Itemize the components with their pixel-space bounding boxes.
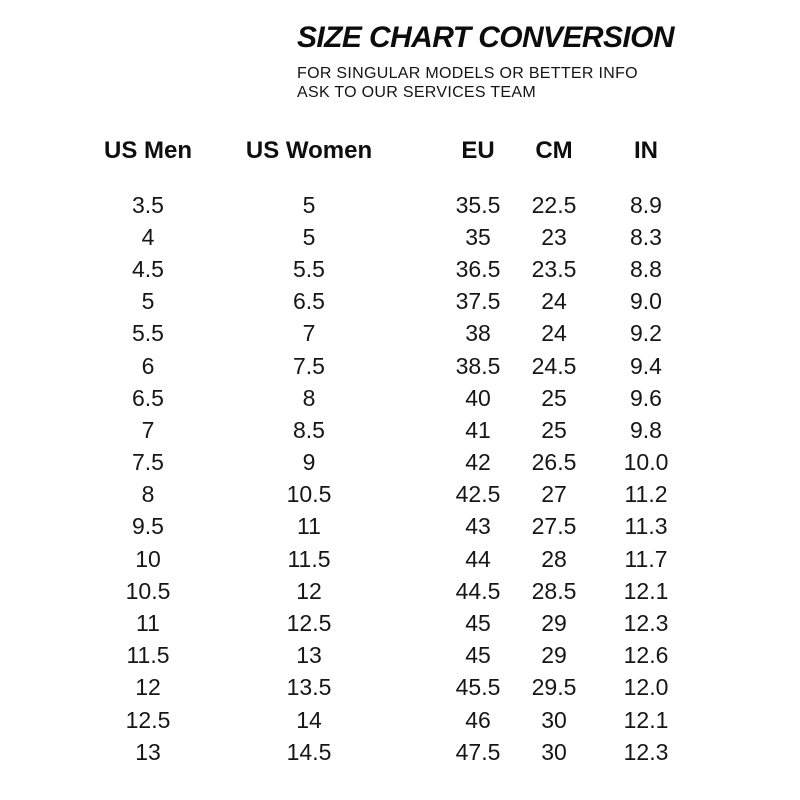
table-cell: 27 bbox=[541, 481, 567, 508]
table-cell: 9.6 bbox=[630, 384, 662, 411]
table-cell: 12 bbox=[296, 577, 322, 604]
table-cell: 38.5 bbox=[455, 352, 501, 379]
table-cell: 11.5 bbox=[287, 545, 331, 572]
table-cell: 9.2 bbox=[630, 320, 662, 347]
table-cell: 35.5 bbox=[455, 191, 501, 218]
table-cell: 45 bbox=[465, 610, 491, 637]
table-cell: 28 bbox=[541, 545, 567, 572]
size-conversion-table bbox=[88, 134, 714, 768]
table-cell: 12.0 bbox=[623, 674, 669, 701]
table-cell: 26.5 bbox=[531, 449, 577, 476]
table-cell: 11 bbox=[136, 610, 160, 637]
table-cell: 5 bbox=[141, 288, 155, 315]
table-cell: 40 bbox=[465, 384, 491, 411]
table-cell: 35 bbox=[465, 223, 491, 250]
table-cell: 6.5 bbox=[132, 384, 164, 411]
table-cell: 5.5 bbox=[293, 255, 325, 282]
table-cell: 12.5 bbox=[125, 706, 171, 733]
table-cell: 29.5 bbox=[531, 674, 577, 701]
table-cell: 11.2 bbox=[624, 481, 668, 508]
table-cell: 13 bbox=[296, 642, 322, 669]
column-header-us-women: US Women bbox=[245, 136, 373, 164]
table-cell: 25 bbox=[541, 384, 567, 411]
table-cell: 36.5 bbox=[455, 255, 501, 282]
table-cell: 12.3 bbox=[623, 738, 669, 765]
table-cell: 23 bbox=[541, 223, 567, 250]
table-cell: 29 bbox=[541, 642, 567, 669]
table-cell: 25 bbox=[541, 416, 567, 443]
table-cell: 24.5 bbox=[531, 352, 577, 379]
table-cell: 8.3 bbox=[630, 223, 662, 250]
table-cell: 13.5 bbox=[286, 674, 332, 701]
table-cell: 3.5 bbox=[132, 191, 164, 218]
column-header-us-men: US Men bbox=[103, 136, 192, 164]
table-cell: 42 bbox=[465, 449, 491, 476]
table-cell: 6 bbox=[141, 352, 155, 379]
table-cell: 12.5 bbox=[286, 610, 332, 637]
table-cell: 10.5 bbox=[125, 577, 171, 604]
table-cell: 7 bbox=[141, 416, 155, 443]
table-cell: 42.5 bbox=[455, 481, 501, 508]
table-cell: 7 bbox=[302, 320, 316, 347]
table-cell: 4.5 bbox=[132, 255, 164, 282]
table-cell: 43 bbox=[465, 513, 491, 540]
table-cell: 11.7 bbox=[624, 545, 668, 572]
table-cell: 11 bbox=[297, 513, 321, 540]
table-cell: 10 bbox=[135, 545, 161, 572]
table-cell: 38 bbox=[465, 320, 491, 347]
page-header bbox=[297, 20, 767, 102]
table-cell: 9.8 bbox=[630, 416, 662, 443]
subtitle-line-2: ASK TO OUR SERVICES TEAM bbox=[297, 84, 536, 101]
table-cell: 47.5 bbox=[455, 738, 501, 765]
table-cell: 23.5 bbox=[531, 255, 577, 282]
table-cell: 9.4 bbox=[630, 352, 662, 379]
column-header-cm: CM bbox=[535, 136, 573, 164]
table-cell: 45.5 bbox=[455, 674, 501, 701]
table-cell: 12.1 bbox=[623, 577, 669, 604]
table-cell: 24 bbox=[541, 288, 567, 315]
table-cell: 8.5 bbox=[293, 416, 325, 443]
table-cell: 11.3 bbox=[624, 513, 668, 540]
table-cell: 37.5 bbox=[455, 288, 501, 315]
table-cell: 9 bbox=[302, 449, 316, 476]
page-title: SIZE CHART CONVERSION bbox=[297, 21, 674, 54]
table-cell: 5 bbox=[302, 223, 316, 250]
table-cell: 10.5 bbox=[286, 481, 332, 508]
table-cell: 13 bbox=[135, 738, 161, 765]
table-cell: 11.5 bbox=[126, 642, 170, 669]
table-cell: 7.5 bbox=[132, 449, 164, 476]
table-cell: 28.5 bbox=[531, 577, 577, 604]
table-cell: 9.5 bbox=[132, 513, 164, 540]
table-cell: 29 bbox=[541, 610, 567, 637]
table-cell: 8.8 bbox=[630, 255, 662, 282]
table-cell: 30 bbox=[541, 738, 567, 765]
table-cell: 8.9 bbox=[630, 191, 662, 218]
table-cell: 12.6 bbox=[623, 642, 669, 669]
table-cell: 12.3 bbox=[623, 610, 669, 637]
column-header-eu: EU bbox=[461, 136, 495, 164]
column-header-in: IN bbox=[634, 136, 658, 164]
table-cell: 10.0 bbox=[623, 449, 669, 476]
table-cell: 5.5 bbox=[132, 320, 164, 347]
table-cell: 46 bbox=[465, 706, 491, 733]
table-cell: 30 bbox=[541, 706, 567, 733]
table-cell: 22.5 bbox=[531, 191, 577, 218]
table-cell: 5 bbox=[302, 191, 316, 218]
table-cell: 12.1 bbox=[623, 706, 669, 733]
table-cell: 6.5 bbox=[293, 288, 325, 315]
table-cell: 27.5 bbox=[531, 513, 577, 540]
table-cell: 7.5 bbox=[293, 352, 325, 379]
table-cell: 44.5 bbox=[455, 577, 501, 604]
table-cell: 41 bbox=[465, 416, 491, 443]
table-cell: 8 bbox=[302, 384, 316, 411]
table-cell: 45 bbox=[465, 642, 491, 669]
subtitle-line-1: FOR SINGULAR MODELS OR BETTER INFO bbox=[297, 65, 638, 82]
table-cell: 14 bbox=[296, 706, 322, 733]
table-cell: 12 bbox=[135, 674, 161, 701]
table-cell: 4 bbox=[141, 223, 155, 250]
table-cell: 9.0 bbox=[630, 288, 662, 315]
table-cell: 44 bbox=[465, 545, 491, 572]
table-cell: 14.5 bbox=[286, 738, 332, 765]
table-cell: 8 bbox=[141, 481, 155, 508]
table-cell: 24 bbox=[541, 320, 567, 347]
